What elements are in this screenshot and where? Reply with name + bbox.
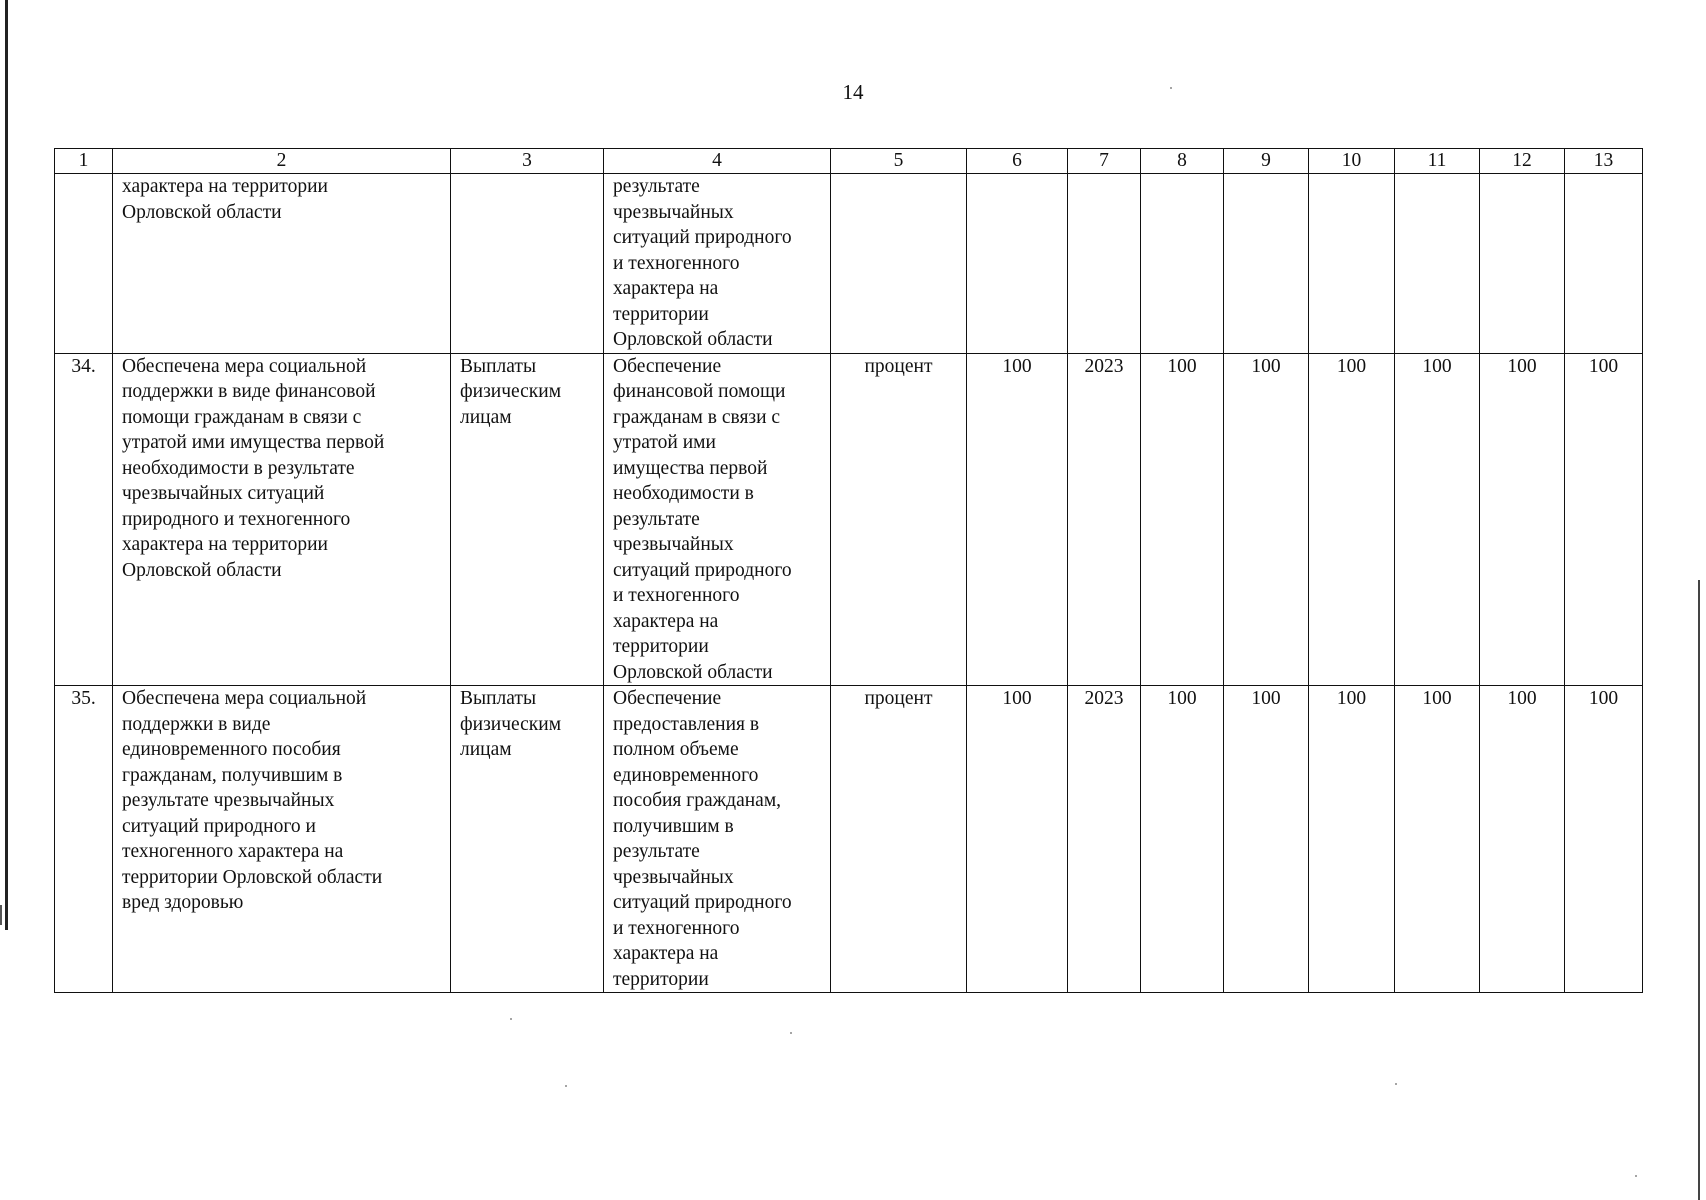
scan-speck [1635, 1175, 1637, 1177]
row-number [55, 174, 113, 354]
base-value: 100 [967, 686, 1068, 993]
header-col-3: 3 [451, 149, 604, 174]
header-col-10: 10 [1309, 149, 1395, 174]
unit [831, 174, 967, 354]
value-col-12: 100 [1480, 353, 1565, 686]
base-value: 100 [967, 353, 1068, 686]
value-col-13 [1565, 174, 1643, 354]
result-name-cell [113, 174, 451, 354]
value-col-9 [1224, 174, 1309, 354]
unit: процент [831, 686, 967, 993]
base-year [1068, 174, 1141, 354]
value-col-12: 100 [1480, 686, 1565, 993]
value-col-10 [1309, 174, 1395, 354]
header-col-12: 12 [1480, 149, 1565, 174]
row-number: 34. [55, 353, 113, 686]
base-year: 2023 [1068, 353, 1141, 686]
value-col-13: 100 [1565, 686, 1643, 993]
result-description-cell [604, 353, 831, 686]
result-description-cell [604, 686, 831, 993]
result-description: результате чрезвычайных ситуаций природного и техногенного характера на территории Орловской области [613, 176, 792, 350]
result-type: Выплаты физическим лицам [460, 355, 562, 428]
header-col-1: 1 [55, 149, 113, 174]
header-col-4: 4 [604, 149, 831, 174]
scan-edge-left-mark [0, 905, 2, 925]
scan-speck [565, 1085, 567, 1087]
result-description: Обеспечение финансовой помощи гражданам в связи с утратой ими имущества первой необходимости в результате чрезвычайных ситуаций природного и техногенного характера на территории Орловской области [613, 355, 792, 683]
result-name: характера на территории Орловской области [122, 176, 328, 223]
base-value [967, 174, 1068, 354]
indicators-table [54, 148, 1643, 993]
table-row-34 [55, 353, 1643, 686]
value-col-11: 100 [1395, 686, 1480, 993]
scan-speck [510, 1018, 512, 1020]
value-col-9: 100 [1224, 353, 1309, 686]
result-description: Обеспечение предоставления в полном объеме единовременного пособия гражданам, получившим в результате чрезвычайных ситуаций природного и техногенного характера на территории [613, 688, 792, 990]
result-name: Обеспечена мера социальной поддержки в виде единовременного пособия гражданам, получившим в результате чрезвычайных ситуаций природного и техногенного характера на территории Орловской области вред здоровью [122, 688, 383, 913]
result-name-cell [113, 686, 451, 993]
result-type: Выплаты физическим лицам [460, 688, 562, 760]
result-type-cell [451, 353, 604, 686]
result-type-cell [451, 174, 604, 354]
unit: процент [831, 353, 967, 686]
page-number: 14 [842, 80, 864, 104]
header-col-6: 6 [967, 149, 1068, 174]
header-col-9: 9 [1224, 149, 1309, 174]
value-col-9: 100 [1224, 686, 1309, 993]
value-col-10: 100 [1309, 686, 1395, 993]
scan-speck [1395, 1083, 1397, 1085]
header-row [55, 149, 1643, 174]
row-number: 35. [55, 686, 113, 993]
value-col-8: 100 [1141, 353, 1224, 686]
header-col-2: 2 [113, 149, 451, 174]
header-col-7: 7 [1068, 149, 1141, 174]
value-col-10: 100 [1309, 353, 1395, 686]
base-year: 2023 [1068, 686, 1141, 993]
header-col-5: 5 [831, 149, 967, 174]
header-col-13: 13 [1565, 149, 1643, 174]
scan-edge-left [5, 0, 8, 930]
result-name: Обеспечена мера социальной поддержки в виде финансовой помощи гражданам в связи с утратой ими имущества первой необходимости в результате чрезвычайных ситуаций природного и техногенного характера на территории Орловской области [122, 355, 385, 581]
table-row-35 [55, 686, 1643, 993]
scan-edge-right [1698, 580, 1700, 1200]
value-col-8: 100 [1141, 686, 1224, 993]
header-col-8: 8 [1141, 149, 1224, 174]
value-col-12 [1480, 174, 1565, 354]
table-row-continuation [55, 174, 1643, 354]
result-description-cell [604, 174, 831, 354]
value-col-13: 100 [1565, 353, 1643, 686]
header-col-11: 11 [1395, 149, 1480, 174]
result-name-cell [113, 353, 451, 686]
scan-speck [1170, 87, 1172, 89]
value-col-11 [1395, 174, 1480, 354]
result-type-cell [451, 686, 604, 993]
value-col-8 [1141, 174, 1224, 354]
value-col-11: 100 [1395, 353, 1480, 686]
scan-speck [790, 1032, 792, 1034]
